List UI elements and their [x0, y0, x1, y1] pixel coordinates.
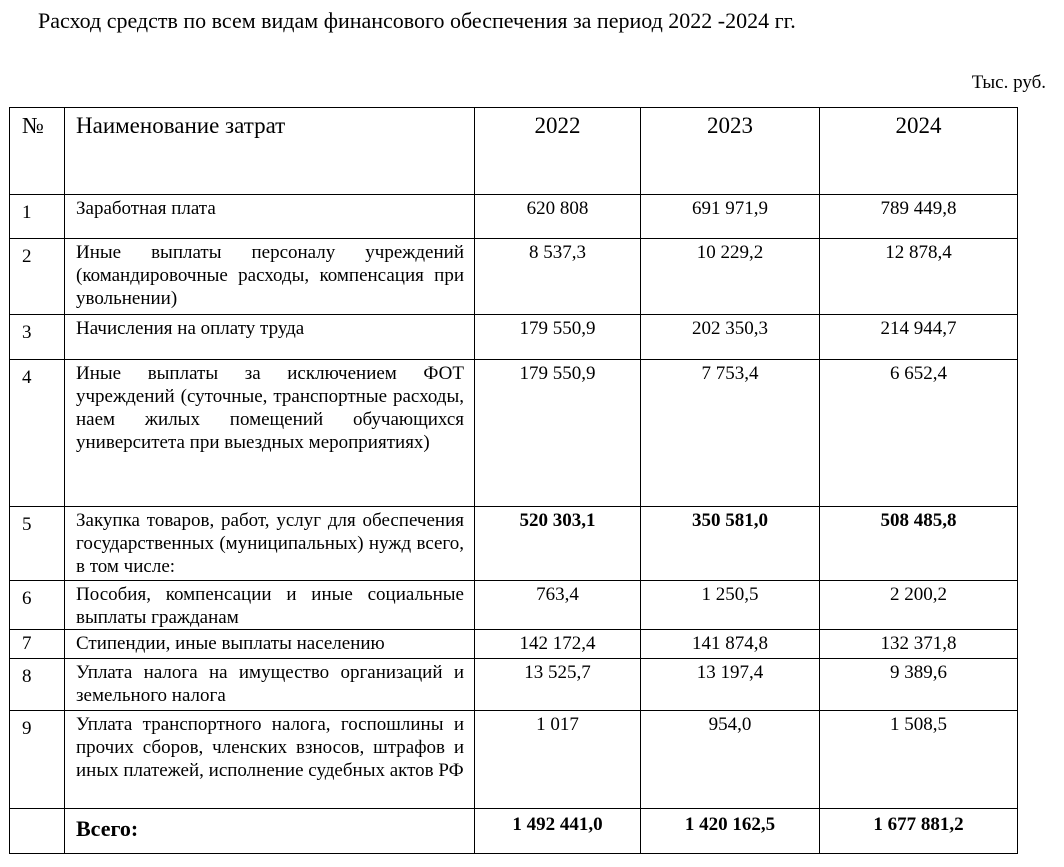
total-2024: 1 677 881,2: [820, 809, 1018, 854]
table-row: [10, 581, 1018, 630]
row-name: Уплата транспортного налога, госпошлины и прочих сборов, членских взносов, штрафов и иных платежей, исполнение судебных актов РФ: [65, 711, 475, 809]
header-2024: 2024: [820, 108, 1018, 195]
value-2024: 9 389,6: [820, 659, 1018, 711]
table-row: [10, 711, 1018, 809]
value-2023: 350 581,0: [641, 507, 820, 581]
row-name: Начисления на оплату труда: [65, 315, 475, 360]
value-2022: 13 525,7: [475, 659, 641, 711]
total-row: [10, 809, 1018, 854]
table-row: [10, 360, 1018, 507]
value-2023: 1 250,5: [641, 581, 820, 630]
units-label: Тыс. руб.: [971, 72, 1046, 93]
value-2024: 214 944,7: [820, 315, 1018, 360]
value-2023: 141 874,8: [641, 630, 820, 659]
table-row: [10, 315, 1018, 360]
document-title: Расход средств по всем видам финансового обеспечения за период 2022 -2024 гг.: [38, 8, 796, 33]
row-num: 4: [10, 360, 65, 507]
value-2023: 13 197,4: [641, 659, 820, 711]
total-label: [65, 809, 475, 854]
row-name: Иные выплаты персоналу учреждений (командировочные расходы, компенсация при увольнении): [65, 239, 475, 315]
value-2023: 202 350,3: [641, 315, 820, 360]
value-2024: 12 878,4: [820, 239, 1018, 315]
total-label-text: Всего:: [76, 816, 139, 841]
header-num: №: [10, 108, 65, 195]
value-2024: 1 508,5: [820, 711, 1018, 809]
value-2024: 508 485,8: [820, 507, 1018, 581]
table-row: [10, 195, 1018, 239]
row-name: Иные выплаты за исключением ФОТ учреждений (суточные, транспортные расходы, наем жилых помещений обучающихся университета при выездных мероприятиях): [65, 360, 475, 507]
value-2023: 10 229,2: [641, 239, 820, 315]
row-name: Стипендии, иные выплаты населению: [65, 630, 475, 659]
table-row: [10, 507, 1018, 581]
value-2022: 520 303,1: [475, 507, 641, 581]
row-num: 9: [10, 711, 65, 809]
row-name: Заработная плата: [65, 195, 475, 239]
table-row: [10, 630, 1018, 659]
value-2022: 142 172,4: [475, 630, 641, 659]
value-2022: 8 537,3: [475, 239, 641, 315]
value-2024: 2 200,2: [820, 581, 1018, 630]
header-2022: 2022: [475, 108, 641, 195]
value-2024: 132 371,8: [820, 630, 1018, 659]
value-2022: 179 550,9: [475, 315, 641, 360]
table-row: [10, 659, 1018, 711]
row-num: 1: [10, 195, 65, 239]
expenses-table: [9, 107, 1018, 854]
row-num: 8: [10, 659, 65, 711]
value-2022: 763,4: [475, 581, 641, 630]
table-header-row: [10, 108, 1018, 195]
value-2024: 6 652,4: [820, 360, 1018, 507]
row-num: 7: [10, 630, 65, 659]
total-num: [10, 809, 65, 854]
value-2023: 7 753,4: [641, 360, 820, 507]
value-2024: 789 449,8: [820, 195, 1018, 239]
row-name: Пособия, компенсации и иные социальные выплаты гражданам: [65, 581, 475, 630]
value-2022: 179 550,9: [475, 360, 641, 507]
row-name: Закупка товаров, работ, услуг для обеспечения государственных (муниципальных) нужд всего, в том числе:: [65, 507, 475, 581]
total-2023: 1 420 162,5: [641, 809, 820, 854]
value-2022: 620 808: [475, 195, 641, 239]
row-num: 2: [10, 239, 65, 315]
total-2022: 1 492 441,0: [475, 809, 641, 854]
row-name: Уплата налога на имущество организаций и земельного налога: [65, 659, 475, 711]
table-row: [10, 239, 1018, 315]
row-num: 6: [10, 581, 65, 630]
row-num: 3: [10, 315, 65, 360]
header-name: Наименование затрат: [65, 108, 475, 195]
row-num: 5: [10, 507, 65, 581]
value-2023: 691 971,9: [641, 195, 820, 239]
value-2022: 1 017: [475, 711, 641, 809]
header-2023: 2023: [641, 108, 820, 195]
value-2023: 954,0: [641, 711, 820, 809]
